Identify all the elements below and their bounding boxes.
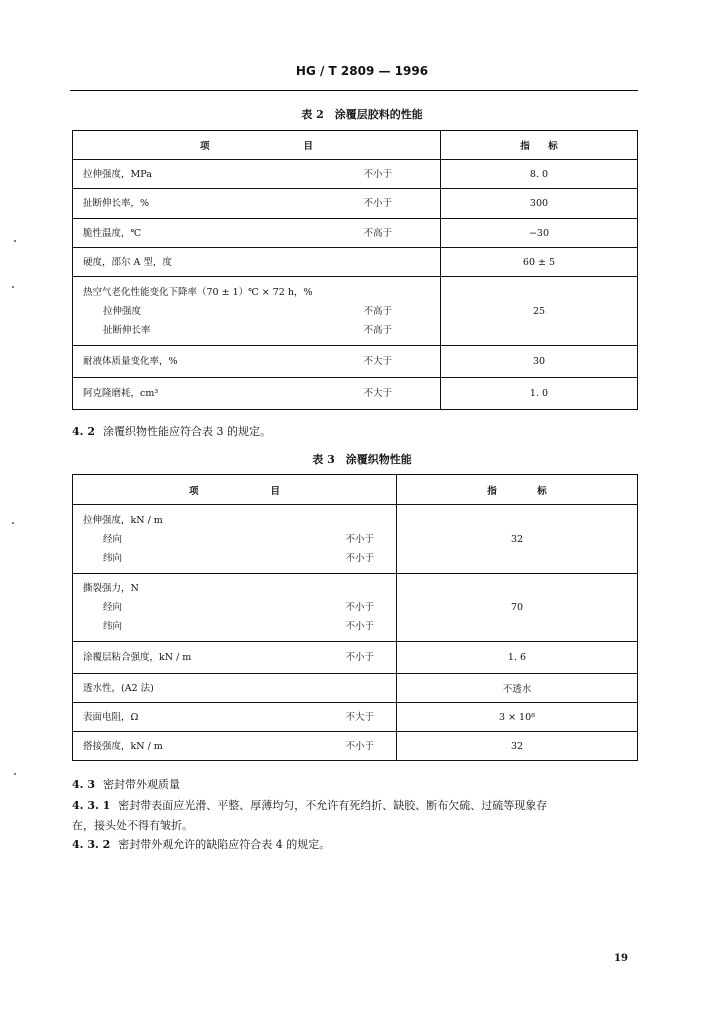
table-row xyxy=(73,378,638,410)
table2-caption: 表 2 涂覆层胶料的性能 xyxy=(301,108,423,121)
table2-cond: 不小于 xyxy=(363,198,392,209)
table-row xyxy=(73,505,638,574)
table2-item: 拉伸强度，MPa xyxy=(83,168,152,180)
table2-value: −30 xyxy=(441,219,638,248)
table2-item: 热空气老化性能变化下降率（70 ± 1）℃ × 72 h，% xyxy=(83,286,313,298)
table-row xyxy=(73,574,638,642)
scan-speck xyxy=(14,773,16,775)
section-number: 4. 3. 1 xyxy=(72,799,111,812)
table2-cond: 不高于 xyxy=(363,305,392,317)
paragraph-text: 在，接头处不得有皱折。 xyxy=(72,819,193,832)
table2-col-item-b: 目 xyxy=(303,141,313,152)
table3-value: 32 xyxy=(397,505,638,574)
table3-caption: 表 3 涂覆织物性能 xyxy=(312,453,412,466)
table2-cond: 不大于 xyxy=(363,356,392,367)
table3-header-row xyxy=(73,475,638,505)
table2-cond: 不高于 xyxy=(363,324,392,336)
table3-value: 不透水 xyxy=(397,674,638,703)
table3-col-item xyxy=(73,475,397,505)
table-row xyxy=(73,674,638,703)
table3-item: 涂覆层粘合强度，kN / m xyxy=(83,652,192,663)
section-number: 4. 3 xyxy=(72,778,95,791)
header-rule xyxy=(70,90,638,91)
scan-speck xyxy=(14,240,16,242)
table3-value: 32 xyxy=(397,732,638,761)
table3-sub-item: 纬向 xyxy=(103,621,123,632)
table2-col-index-a: 指 xyxy=(520,141,530,152)
table2-cond: 不高于 xyxy=(363,227,392,239)
page-header: HG / T 2809 — 1996 xyxy=(295,64,429,78)
table3-col-index-b: 标 xyxy=(537,485,547,497)
scan-speck xyxy=(12,286,14,288)
table-row xyxy=(73,277,638,346)
table-row xyxy=(73,732,638,761)
table3-value: 3 × 10⁸ xyxy=(397,703,638,732)
scan-speck xyxy=(12,522,14,524)
table2-item: 扯断伸长率，% xyxy=(83,198,150,209)
table2-item: 阿克隆磨耗，cm³ xyxy=(83,388,159,399)
table2-item: 脆性温度，℃ xyxy=(83,227,142,239)
paragraph-text: 密封带表面应光滑、平整、厚薄均匀，不允许有死绉折、缺胶、断布欠硫、过硫等现象存 xyxy=(118,799,548,812)
table3-cond: 不小于 xyxy=(345,602,374,613)
section-number: 4. 3. 2 xyxy=(72,838,111,851)
table2-item: 耐液体质量变化率，% xyxy=(83,356,178,367)
table2-col-item-a: 项 xyxy=(199,141,210,152)
table2-sub-item: 拉伸强度 xyxy=(103,305,142,317)
table2-item: 硬度，邵尔 A 型，度 xyxy=(83,256,172,268)
table-row xyxy=(73,703,638,732)
table3-cond: 不小于 xyxy=(345,652,374,663)
table3-sub-item: 经向 xyxy=(103,533,123,545)
paragraph-text: 密封带外观质量 xyxy=(102,778,180,791)
paragraph-4-3-2 xyxy=(72,836,330,852)
table-row xyxy=(73,160,638,189)
paragraph-text: 密封带外观允许的缺陷应符合表 4 的规定。 xyxy=(118,838,331,851)
table3-cond: 不大于 xyxy=(345,711,374,723)
table2-col-index-b: 标 xyxy=(548,141,558,152)
table2-header-row xyxy=(73,131,638,160)
table3-col-item-b: 目 xyxy=(270,485,280,497)
table3-cond: 不小于 xyxy=(345,621,374,632)
paragraph-4-3-1-cont xyxy=(72,817,193,833)
table2-value: 30 xyxy=(441,346,638,378)
table3-item: 搭接强度，kN / m xyxy=(83,740,163,752)
paragraph-4-3 xyxy=(72,776,180,792)
table3-sub-item: 纬向 xyxy=(103,552,123,564)
table3-sub-item: 经向 xyxy=(103,602,123,613)
table-row xyxy=(73,346,638,378)
table2-value: 25 xyxy=(441,277,638,346)
table2-sub-item: 扯断伸长率 xyxy=(103,324,151,336)
paragraph-4-2 xyxy=(72,423,271,439)
table2-value: 1. 0 xyxy=(441,378,638,410)
table3-cond: 不小于 xyxy=(345,533,374,545)
table3-col-item-a: 项 xyxy=(188,485,199,497)
table3-value: 70 xyxy=(397,574,638,642)
table2-cond: 不小于 xyxy=(363,168,392,180)
table2 xyxy=(72,130,638,410)
table3-col-index xyxy=(397,475,638,505)
table2-value: 8. 0 xyxy=(441,160,638,189)
table2-cond: 不大于 xyxy=(363,388,392,399)
table3-item: 透水性，(A2 法) xyxy=(83,682,154,694)
paragraph-4-3-1 xyxy=(72,797,547,813)
table-row xyxy=(73,219,638,248)
table3-item: 拉伸强度，kN / m xyxy=(83,514,163,526)
page-number: 19 xyxy=(614,953,628,964)
table3-value: 1. 6 xyxy=(397,642,638,674)
table-row xyxy=(73,248,638,277)
table3-item: 撕裂强力，N xyxy=(83,583,139,594)
table3 xyxy=(72,474,638,761)
table2-col-item xyxy=(73,131,441,160)
table2-value: 60 ± 5 xyxy=(441,248,638,277)
table3-cond: 不小于 xyxy=(345,552,374,564)
table3-cond: 不小于 xyxy=(345,740,374,752)
table3-col-index-a: 指 xyxy=(487,485,497,497)
table-row xyxy=(73,642,638,674)
section-number: 4. 2 xyxy=(72,425,95,438)
table2-col-index xyxy=(441,131,638,160)
table-row xyxy=(73,189,638,219)
table2-value: 300 xyxy=(441,189,638,219)
table3-item: 表面电阻，Ω xyxy=(83,711,139,723)
paragraph-text: 涂覆织物性能应符合表 3 的规定。 xyxy=(102,425,271,438)
